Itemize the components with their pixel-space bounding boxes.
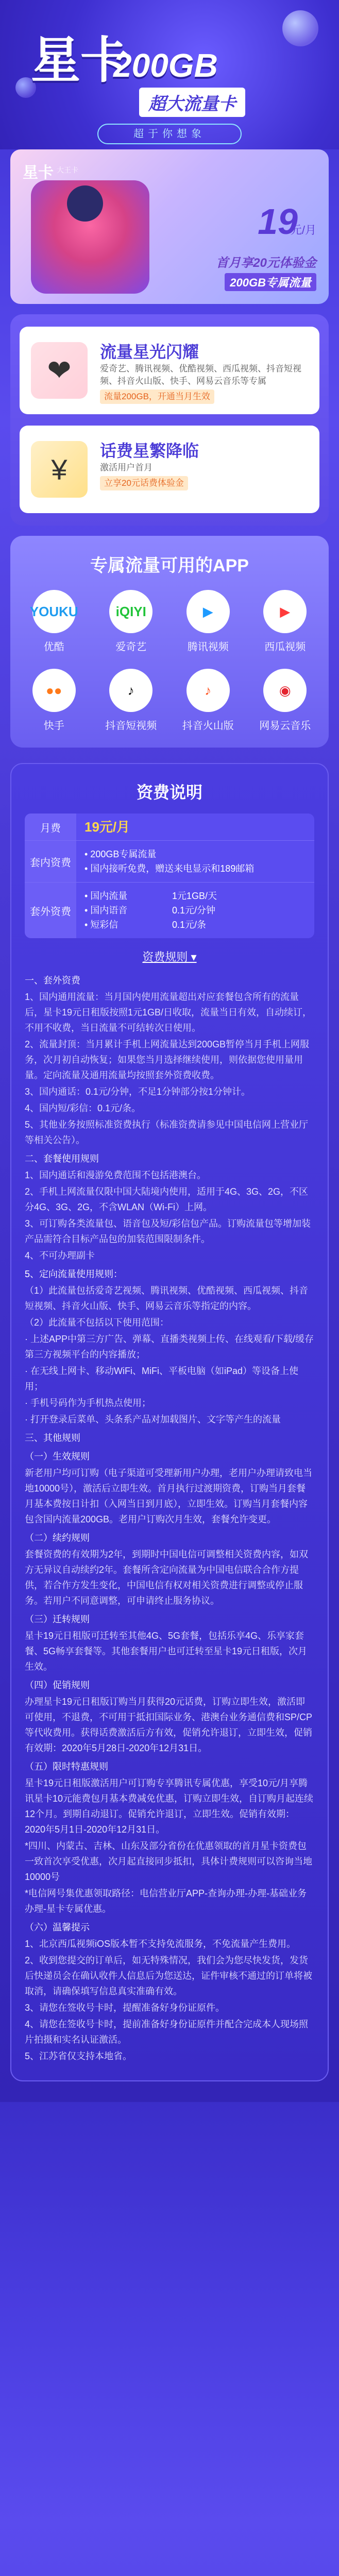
rule-line: 4、国内短/彩信：0.1元/条。	[25, 1103, 141, 1113]
inner-item: • 200GB专属流量	[84, 849, 157, 859]
outer-item-value: 1元1GB/天	[172, 891, 217, 901]
rule-line: （四）促销规则	[25, 1680, 90, 1690]
feature-highlight: 流量200GB，开通当月生效	[100, 389, 214, 404]
outer-item	[84, 889, 306, 903]
price-card	[10, 149, 329, 304]
outer-item-name: • 国内流量	[84, 891, 128, 901]
rule-line: *电信网号集优惠领取路径：电信营业厅APP-查询办理-办理-基础业务办理-星卡专属优惠。	[25, 1888, 307, 1914]
app-youku	[15, 590, 93, 653]
table-row	[25, 814, 314, 841]
rule-line: （一）生效规则	[25, 1451, 90, 1462]
rule-line: 5、定向流量使用规则：	[25, 1269, 123, 1279]
outer-item-name: • 国内语音	[84, 905, 128, 916]
rule-line: （1）此流量包括爱奇艺视频、腾讯视频、优酷视频、西瓜视频、抖音短视频、抖音火山版、快手、网易云音乐等指定的内容。	[25, 1285, 309, 1311]
rule-line: · 上述APP中第三方广告、弹幕、直播类视频上传、在线观看/下载/缓存第三方视频平台的内容播放；	[25, 1334, 314, 1360]
heart-icon: ❤	[31, 342, 88, 399]
rule-line: 5、江苏省仅支持本地省。	[25, 2051, 132, 2061]
app-label: 爱奇艺	[115, 641, 147, 653]
rule-line: 4、请您在签收号卡时，提前准备好身份证原件并配合完成本人现场照片拍摄和实名认证激活。	[25, 2019, 309, 2045]
promo-first-month: 首月享20元体验金	[216, 256, 316, 270]
app-glyph: ◉	[279, 682, 291, 698]
app-iqiyi	[93, 590, 170, 653]
table-row	[25, 841, 314, 883]
app-kuaishou	[15, 669, 93, 732]
rule-line: 办理星卡19元日租版订购当月获得20元话费，订购立即生效，激活即可使用，不退费，不可用于抵扣国际业务、港澳台业务通信费和SP/CP等代收费用。获得话费激活后方有效，促销允许退订，立即生效，促销有效期：2020年5月28日-2020年12月31日。	[25, 1697, 313, 1753]
app-glyph: iQIYI	[115, 603, 146, 619]
rule-line: （2）此流量不包括以下使用范围：	[25, 1317, 170, 1328]
app-glyph: ♪	[127, 682, 134, 698]
douyin-icon	[109, 669, 152, 712]
tariff-title: 资费说明	[136, 783, 202, 802]
planet-icon	[282, 10, 318, 46]
feature-desc	[100, 462, 309, 490]
price-value: 19	[258, 201, 298, 242]
price-card-brand-sub: 大王卡	[57, 166, 78, 174]
monthly-fee: 19元/月	[84, 819, 130, 835]
rule-line: 4、不可办理副卡	[25, 1250, 95, 1261]
hero-title-char: 星卡	[31, 33, 130, 88]
hero-banner	[0, 0, 339, 149]
hero-title-tag: 超大流量卡	[139, 88, 245, 117]
rule-line: 套餐资费的有效期为2年，到期时中国电信可调整相关资费内容，如双方无异议自动续约2年。套餐所含定向流量为中国电信联合合作方提供，若合作方发生变化，中国电信有权对相关资费进行调整或停止服务。若用户不同意调整，可申请终止服务协议。	[25, 1549, 309, 1606]
rule-line: *四川、内蒙古、吉林、山东及部分省份在优惠领取的首月星卡资费包一致首次享受优惠，次月起直接同步抵扣，具体计费规则可以咨询当地10000号	[25, 1841, 312, 1882]
feature-card-bill	[20, 426, 319, 513]
outer-item-name: • 短彩信	[84, 920, 118, 930]
app-tencent-video	[170, 590, 247, 653]
rule-line: 星卡19元日租版可迁转至其他4G、5G套餐，包括乐享4G、乐享家套餐、5G畅享套餐等。其他套餐用户也可迁转至星卡19元日租版，次月生效。	[25, 1631, 308, 1672]
rules-toggle-link[interactable]: 资费规则 ▾	[142, 951, 197, 963]
apps-section	[10, 536, 329, 748]
rule-line: 二、套餐使用规则	[25, 1154, 99, 1164]
outer-item	[84, 918, 306, 932]
rule-line: 3、请您在签收号卡时，提醒准备好身份证原件。	[25, 2003, 225, 2013]
tencent-video-icon	[187, 590, 230, 633]
rule-line: 2、收到您提交的订单后，如无特殊情况，我们会为您尽快发货，发货后快递员会在确认收件人信息后为您送达，证件审核不通过的订单将被取消，请确保填写信息真实准确有效。	[25, 1955, 312, 1996]
iqiyi-icon	[109, 590, 152, 633]
netease-music-icon	[263, 669, 307, 712]
app-douyin-huoshan	[170, 669, 247, 732]
outer-fee	[76, 883, 314, 938]
app-label: 抖音短视频	[105, 720, 157, 732]
apps-title: 专属流量可用的APP	[90, 556, 249, 575]
inner-fee	[76, 841, 314, 882]
app-douyin	[93, 669, 170, 732]
app-label: 西瓜视频	[264, 641, 306, 653]
rule-line: 新老用户均可订购（电子渠道可受理新用户办理，老用户办理请致电当地10000号），激活后立即生效。首月执行过渡期资费，订购当月套餐月基本费按日计扣（入网当日到月底），立即生效。订购当月套餐内容包含国内流量200GB。老用户订购次月生效，套餐允许变更。	[25, 1468, 312, 1524]
rule-line: （三）迁转规则	[25, 1614, 90, 1624]
app-xigua	[247, 590, 324, 653]
feature-card-traffic	[20, 327, 319, 414]
rule-line: 2、手机上网流量仅限中国大陆境内使用，适用于4G、3G、2G，不区分4G、3G、2G，不含WLAN（Wi-Fi）上网。	[25, 1187, 309, 1212]
tariff-section	[10, 763, 329, 2081]
app-glyph: ●●	[46, 682, 62, 698]
rule-line: 星卡19元日租版激活用户可订购专享腾讯专属优惠，享受10元/月享腾讯星卡10元能费包月基本费减免优惠，订购立即生效，自订购月起连续12个月。到期自动退订。促销允许退订，立即生效。促销有效期：2020年5月1日-2020年12月31日。	[25, 1778, 314, 1835]
feature-desc	[100, 363, 309, 404]
rule-line: · 打开登录后菜单、头条系产品对加载图片、文字等产生的流量	[25, 1414, 281, 1425]
hero-slogan: 超于你想象	[97, 124, 242, 144]
row-label: 月费	[25, 814, 76, 840]
app-label: 腾讯视频	[187, 641, 229, 653]
rules-text	[25, 973, 314, 2064]
app-label: 抖音火山版	[182, 720, 234, 732]
app-label: 优酷	[43, 641, 64, 653]
app-netease-music	[247, 669, 324, 732]
rule-line: 三、其他规则	[25, 1433, 80, 1443]
app-glyph: ♪	[205, 682, 212, 698]
rule-line: 2、流量封顶：当月累计手机上网流量达到200GB暂停当月手机上网服务，次月初自动恢复；如果您当月选择继续使用，则依据您使用量用量。定向流量及通用流量均按照套外资费收费。	[25, 1039, 310, 1080]
rule-line: 3、可订购各类流量包、语音包及短/彩信包产品。订购流量包等增加装产品需符合目标产品包的加装范围限制条件。	[25, 1218, 311, 1244]
rule-line: 1、国内通用流量：当月国内使用流量超出对应套餐包含所有的流量后，星卡19元日租版按照1元1GB/日收取，流量当日有效，自动续订，不用不收费，当日流量不可结转次日使用。	[25, 992, 312, 1033]
inner-item: • 国内接听免费，赠送来电显示和189邮箱	[84, 863, 255, 874]
app-glyph: YOUKU	[29, 603, 78, 619]
tariff-table	[25, 814, 314, 938]
app-glyph: ▶	[202, 603, 213, 619]
rule-line: · 在无线上网卡、移动WiFi、MiFi、平板电脑（如iPad）等设备上使用；	[25, 1366, 298, 1392]
app-grid	[10, 590, 329, 732]
hero-title-gb: 200GB	[113, 47, 218, 84]
feature-title: 流量星光闪耀	[100, 343, 199, 361]
douyin-huoshan-icon	[187, 669, 230, 712]
rule-line: （六）温馨提示	[25, 1922, 90, 1933]
character-head	[67, 185, 103, 222]
rule-line: （五）限时特惠规则	[25, 1761, 108, 1772]
rule-line: 5、其他业务按照标准资费执行（标准资费请参见中国电信网上营业厅等相关公告）。	[25, 1120, 309, 1145]
feature-title: 话费星繁降临	[100, 442, 199, 460]
feature-highlight: 立享20元话费体验金	[100, 476, 188, 490]
rule-line: 1、北京西瓜视频iOS版本暂不支持免流服务，不免流量产生费用。	[25, 1939, 296, 1949]
app-label: 快手	[43, 720, 64, 732]
rule-line: （二）续约规则	[25, 1533, 90, 1543]
outer-item	[84, 903, 306, 918]
kuaishou-icon	[32, 669, 76, 712]
outer-item-value: 0.1元/条	[172, 920, 207, 930]
feature-desc-text: 爱奇艺、腾讯视频、优酷视频、西瓜视频、抖音短视频、抖音火山版、快手、网易云音乐等专属	[100, 364, 301, 386]
outer-item-value: 0.1元/分钟	[172, 905, 216, 916]
wallet-icon: ¥	[31, 441, 88, 498]
xigua-icon	[263, 590, 307, 633]
features-section	[10, 314, 329, 526]
price-card-brand: 星卡	[23, 164, 54, 181]
promo-traffic: 200GB专属流量	[225, 273, 316, 291]
app-label: 网易云音乐	[259, 720, 311, 732]
feature-desc-text: 激活用户首月	[100, 463, 152, 472]
price-unit: 元/月	[290, 224, 316, 236]
rule-line: · 手机号码作为手机热点使用；	[25, 1398, 151, 1408]
rule-line: 一、套外资费	[25, 975, 80, 986]
rule-line: 1、国内通话和漫游免费范围不包括港澳台。	[25, 1170, 207, 1180]
youku-icon	[29, 590, 78, 633]
rule-line: 3、国内通话：0.1元/分钟，不足1分钟部分按1分钟计。	[25, 1087, 251, 1097]
row-label: 套外资费	[25, 883, 76, 938]
row-label: 套内资费	[25, 841, 76, 882]
app-glyph: ▶	[280, 603, 291, 619]
table-row	[25, 883, 314, 938]
